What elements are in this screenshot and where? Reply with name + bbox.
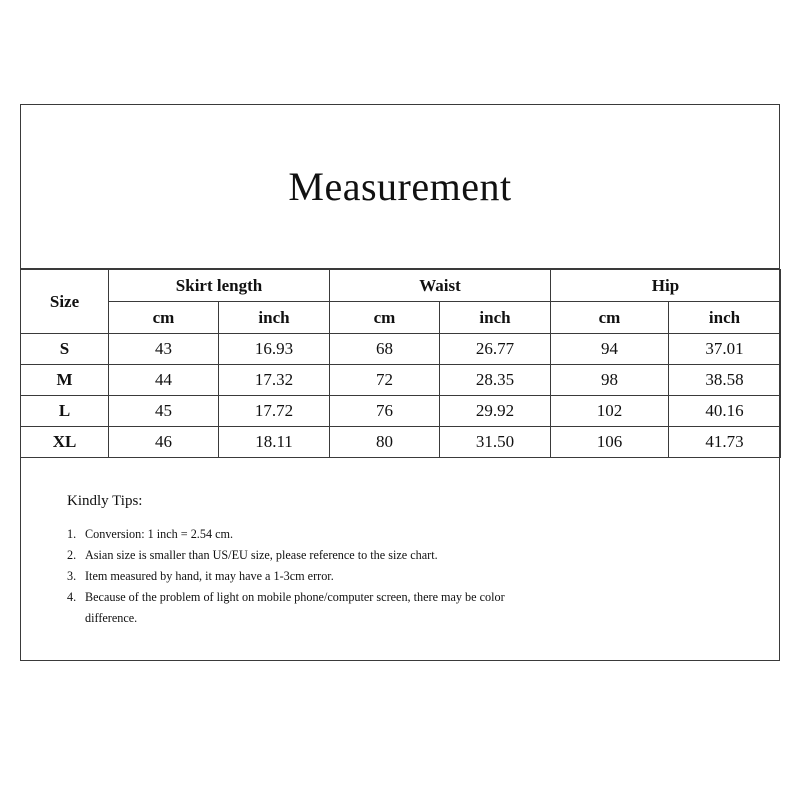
list-item — [67, 545, 667, 566]
tip-number: 1. — [67, 527, 77, 541]
size-chart-sheet — [20, 104, 780, 661]
skirt-cm-cell: 44 — [109, 365, 219, 396]
list-item — [67, 587, 667, 629]
skirt-inch-cell: 18.11 — [219, 427, 330, 458]
tip-text: Conversion: 1 inch = 2.54 cm. — [85, 527, 234, 541]
unit-header-cm: cm — [551, 302, 669, 334]
waist-cm-cell: 72 — [330, 365, 440, 396]
table-row — [21, 365, 781, 396]
tip-number: 2. — [67, 548, 77, 562]
table-group-header-row — [21, 270, 781, 302]
skirt-inch-cell: 17.32 — [219, 365, 330, 396]
unit-header-cm: cm — [109, 302, 219, 334]
unit-header-inch: inch — [219, 302, 330, 334]
hip-inch-cell: 40.16 — [669, 396, 781, 427]
hip-inch-cell: 41.73 — [669, 427, 781, 458]
size-header: Size — [21, 270, 109, 334]
waist-inch-cell: 26.77 — [440, 334, 551, 365]
waist-inch-cell: 31.50 — [440, 427, 551, 458]
hip-cm-cell: 102 — [551, 396, 669, 427]
table-row — [21, 396, 781, 427]
hip-cm-cell: 94 — [551, 334, 669, 365]
skirt-cm-cell: 43 — [109, 334, 219, 365]
size-cell: XL — [21, 427, 109, 458]
size-cell: M — [21, 365, 109, 396]
unit-header-inch: inch — [669, 302, 781, 334]
size-cell: S — [21, 334, 109, 365]
hip-header: Hip — [551, 270, 781, 302]
waist-cm-cell: 68 — [330, 334, 440, 365]
waist-header: Waist — [330, 270, 551, 302]
skirt-cm-cell: 46 — [109, 427, 219, 458]
unit-header-inch: inch — [440, 302, 551, 334]
hip-cm-cell: 98 — [551, 365, 669, 396]
skirt-cm-cell: 45 — [109, 396, 219, 427]
tips-section — [67, 493, 667, 629]
list-item — [67, 524, 667, 545]
skirt-length-header: Skirt length — [109, 270, 330, 302]
size-cell: L — [21, 396, 109, 427]
tip-text: Item measured by hand, it may have a 1-3cm error. — [85, 569, 334, 583]
waist-inch-cell: 28.35 — [440, 365, 551, 396]
waist-cm-cell: 80 — [330, 427, 440, 458]
tip-number: 4. — [67, 590, 77, 604]
table-row — [21, 427, 781, 458]
tips-list — [67, 524, 667, 629]
list-item — [67, 566, 667, 587]
skirt-inch-cell: 17.72 — [219, 396, 330, 427]
tip-text: Because of the problem of light on mobile phone/computer screen, there may be color difference. — [85, 590, 505, 625]
waist-cm-cell: 76 — [330, 396, 440, 427]
table-unit-header-row — [21, 302, 781, 334]
unit-header-cm: cm — [330, 302, 440, 334]
hip-inch-cell: 38.58 — [669, 365, 781, 396]
size-table — [20, 269, 781, 458]
tip-text: Asian size is smaller than US/EU size, please reference to the size chart. — [85, 548, 438, 562]
skirt-inch-cell: 16.93 — [219, 334, 330, 365]
table-row — [21, 334, 781, 365]
hip-cm-cell: 106 — [551, 427, 669, 458]
tip-number: 3. — [67, 569, 77, 583]
hip-inch-cell: 37.01 — [669, 334, 781, 365]
waist-inch-cell: 29.92 — [440, 396, 551, 427]
tips-title: Kindly Tips: — [67, 493, 143, 509]
page-title: Measurement — [21, 105, 779, 269]
